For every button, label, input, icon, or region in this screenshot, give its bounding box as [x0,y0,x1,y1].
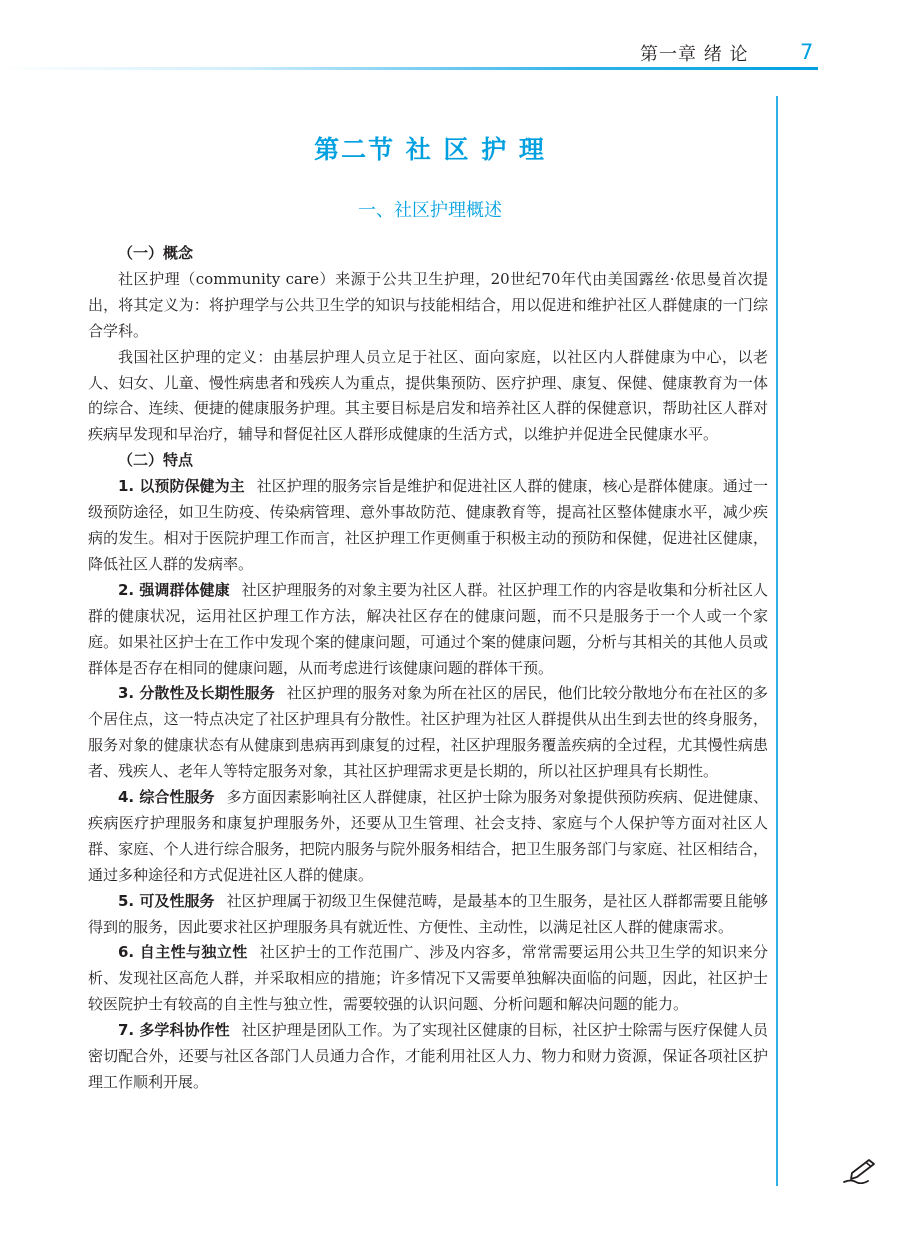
body-content [88,241,768,1096]
part1-heading: （一）概念 [118,244,194,262]
feature-text: 社区护士的工作范围广、涉及内容多，常常需要运用公共卫生学的知识来分析、发现社区高危人群，并采取相应的措施；许多情况下又需要单独解决面临的问题，因此，社区护士较医院护士有较高的自主性与独立性，需要较强的认识问题、分析问题和解决问题的能力。 [88,943,768,1014]
chapter-header: 第一章 绪 论 [640,44,749,65]
page-number: 7 [800,40,814,64]
feature-title: 4. 综合性服务 [118,788,215,807]
part2-heading: （二）特点 [118,451,194,470]
feature-title: 5. 可及性服务 [118,891,215,910]
feature-text: 社区护理的服务对象为所在社区的居民，他们比较分散地分布在社区的多个居住点，这一特点决定了社区护理具有分散性。社区护理为社区人群提供从出生到去世的终身服务，服务对象的健康状态有从健康到患病再到康复的过程，社区护理服务覆盖疾病的全过程，尤其慢性病患者、残疾人、老年人等特定服务对象，其社区护理需求更是长期的，所以社区护理具有长期性。 [88,684,768,781]
feature-item [88,1018,768,1096]
feature-item [88,578,768,682]
side-rule [776,96,778,1186]
feature-title: 2. 强调群体健康 [118,580,230,599]
feature-title: 1. 以预防保健为主 [118,477,245,496]
feature-title: 3. 分散性及长期性服务 [118,684,275,703]
feature-item [88,940,768,1018]
feature-text: 多方面因素影响社区人群健康，社区护士除为服务对象提供预防疾病、促进健康、疾病医疗护理服务和康复护理服务外，还要从卫生管理、社会支持、家庭与个人保护等方面对社区人群、家庭、个人进行综合服务，把院内服务与院外服务相结合，把卫生服务部门与家庭、社区相结合，通过多种途径和方式促进社区人群的健康。 [88,788,769,884]
feature-text: 社区护理是团队工作。为了实现社区健康的目标，社区护士除需与医疗保健人员密切配合外，还要与社区各部门人员通力合作，才能利用社区人力、物力和财力资源，保证各项社区护理工作顺利开展。 [88,1021,768,1091]
feature-item [88,889,768,941]
section-title: 第二节 社 区 护 理 [314,135,546,164]
feature-item [88,681,768,785]
feature-text: 社区护理的服务宗旨是维护和促进社区人群的健康，核心是群体健康。通过一级预防途径，如卫生防疫、传染病管理、意外事故防范、健康教育等，提高社区整体健康水平，减少疾病的发生。相对于医院护理工作而言，社区护理工作更侧重于积极主动的预防和保健，促进社区健康，降低社区人群的发病率。 [88,477,768,573]
feature-item [88,474,768,578]
feature-title: 6. 自主性与独立性 [118,943,248,962]
feature-text: 社区护理属于初级卫生保健范畴，是最基本的卫生服务，是社区人群都需要且能够得到的服务，因此要求社区护理服务具有就近性、方便性、主动性，以满足社区人群的健康需求。 [88,891,769,936]
header-rule [0,67,818,70]
subsection-title: 一、社区护理概述 [358,200,502,221]
feature-title: 7. 多学科协作性 [118,1021,230,1040]
part1-paragraph: 我国社区护理的定义：由基层护理人员立足于社区、面向家庭，以社区内人群健康为中心，以老人、妇女、儿童、慢性病患者和残疾人为重点，提供集预防、医疗护理、康复、保健、健康教育为一体的综合、连续、便捷的健康服务护理。其主要目标是启发和培养社区人群的保健意识，帮助社区人群对疾病早发现和早治疗，辅导和督促社区人群形成健康的生活方式，以维护并促进全民健康水平。 [88,347,768,444]
feature-item [88,785,768,889]
pen-icon [843,1158,877,1184]
feature-text: 社区护理服务的对象主要为社区人群。社区护理工作的内容是收集和分析社区人群的健康状况，运用社区护理工作方法，解决社区存在的健康问题，而不只是服务于一个人或一个家庭。如果社区护士在工作中发现个案的健康问题，可通过个案的健康问题，分析与其相关的其他人员或群体是否存在相同的健康问题，从而考虑进行该健康问题的群体干预。 [88,580,768,677]
part1-paragraph: 社区护理（community care）来源于公共卫生护理，20世纪70年代由美国露丝·依思曼首次提出，将其定义为：将护理学与公共卫生学的知识与技能相结合，用以促进和维护社区人群健康的一门综合学科。 [88,269,768,340]
